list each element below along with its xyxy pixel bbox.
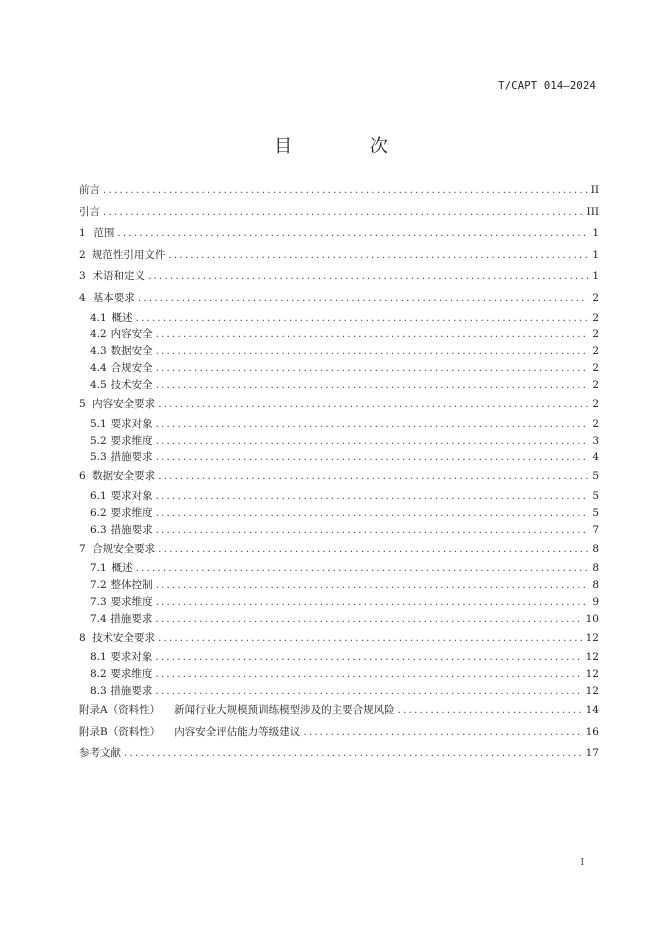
toc-entry[interactable]	[79, 594, 599, 611]
table-of-contents	[79, 180, 599, 765]
toc-leader-dots	[398, 700, 583, 722]
toc-entry-page: 5	[592, 506, 599, 519]
toc-entry-page: 7	[592, 523, 599, 536]
toc-entry-title: 合规安全	[110, 362, 153, 375]
toc-entry-title: 概述	[111, 562, 133, 575]
toc-entry-page: 2	[592, 345, 599, 358]
toc-entry-title: 数据安全	[110, 345, 153, 358]
toc-entry-page: 3	[592, 434, 599, 447]
toc-entry-title: 要求维度	[110, 434, 153, 447]
toc-entry-number: 6.1	[90, 489, 107, 502]
toc-entry-page: 2	[592, 379, 599, 392]
toc-entry-page: 12	[585, 685, 599, 698]
toc-leader-dots	[148, 266, 588, 288]
toc-entry[interactable]	[79, 611, 599, 628]
toc-leader-dots	[158, 394, 588, 416]
toc-entry-number: 8	[79, 631, 86, 644]
toc-entry-title: 要求维度	[110, 506, 153, 519]
toc-entry-number: 6.3	[90, 523, 107, 536]
toc-entry[interactable]	[79, 700, 599, 722]
toc-entry-title: 术语和定义	[92, 270, 145, 283]
toc-entry[interactable]	[79, 288, 599, 310]
toc-leader-dots	[158, 466, 588, 488]
toc-entry-number: 4.1	[90, 311, 107, 324]
toc-entry[interactable]	[79, 223, 599, 245]
standard-code: T/CAPT 014—2024	[498, 80, 596, 92]
toc-leader-dots	[124, 743, 583, 765]
toc-entry-page: 12	[585, 631, 599, 644]
toc-entry[interactable]	[79, 577, 599, 594]
toc-entry-page: 5	[592, 470, 599, 483]
toc-entry[interactable]	[79, 202, 599, 224]
toc-entry-number: 7.3	[90, 595, 107, 608]
toc-leader-dots	[103, 202, 584, 224]
toc-entry-title: 措施要求	[110, 451, 153, 464]
toc-entry-page: 4	[592, 451, 599, 464]
toc-entry[interactable]	[79, 343, 599, 360]
toc-entry-number: 7	[79, 542, 86, 555]
toc-leader-dots	[155, 649, 582, 666]
toc-entry[interactable]	[79, 722, 599, 744]
toc-entry-title: 数据安全要求	[92, 470, 156, 483]
toc-entry[interactable]	[79, 666, 599, 683]
toc-entry-number: 4.3	[90, 345, 107, 358]
toc-entry-page: 2	[592, 291, 599, 304]
toc-leader-dots	[156, 377, 588, 394]
toc-entry-number: 5.3	[90, 451, 107, 464]
toc-entry-title: 内容安全	[110, 328, 153, 341]
toc-entry-page: 1	[592, 227, 599, 240]
toc-entry[interactable]	[79, 505, 599, 522]
toc-leader-dots	[158, 628, 583, 650]
toc-entry-number: 5.2	[90, 434, 107, 447]
toc-entry-title: 要求维度	[110, 668, 153, 681]
toc-entry-title: 概述	[111, 311, 133, 324]
toc-entry-number: 附录B（资料性）	[79, 725, 161, 738]
toc-entry[interactable]	[79, 245, 599, 267]
toc-entry[interactable]	[79, 326, 599, 343]
toc-entry-page: 5	[592, 489, 599, 502]
toc-entry-title: 新闻行业大规模预训练模型涉及的主要合规风险	[174, 703, 395, 716]
toc-entry-page: 1	[592, 270, 599, 283]
toc-entry[interactable]	[79, 488, 599, 505]
toc-leader-dots	[156, 449, 588, 466]
toc-entry-number: 4.2	[90, 328, 107, 341]
toc-entry-title: 范围	[93, 227, 115, 240]
toc-entry-number: 6.2	[90, 506, 107, 519]
toc-entry-page: 9	[592, 595, 599, 608]
toc-entry-number: 8.3	[90, 685, 107, 698]
toc-leader-dots	[156, 522, 588, 539]
toc-entry-number: 5	[79, 398, 86, 411]
toc-entry-title: 合规安全要求	[92, 542, 156, 555]
toc-leader-dots	[156, 594, 588, 611]
toc-entry-page: 8	[592, 579, 599, 592]
toc-entry-number: 2	[79, 248, 86, 261]
toc-entry-page: 16	[585, 725, 599, 738]
toc-entry[interactable]	[79, 449, 599, 466]
toc-entry[interactable]	[79, 628, 599, 650]
toc-leader-dots	[138, 288, 588, 310]
toc-leader-dots	[117, 223, 588, 245]
toc-entry-title: 内容安全评估能力等级建议	[174, 725, 301, 738]
toc-entry-page: 2	[592, 328, 599, 341]
toc-leader-dots	[156, 416, 588, 433]
toc-entry[interactable]	[79, 522, 599, 539]
toc-entry-title: 措施要求	[110, 523, 153, 536]
page-number: I	[580, 858, 584, 868]
toc-entry-number: 8.1	[90, 651, 107, 664]
toc-entry-title: 引言	[79, 205, 100, 218]
toc-leader-dots	[156, 577, 588, 594]
toc-entry[interactable]	[79, 266, 599, 288]
toc-leader-dots	[136, 560, 588, 577]
toc-entry-title: 要求对象	[110, 489, 153, 502]
toc-leader-dots	[155, 611, 582, 628]
toc-entry[interactable]	[79, 560, 599, 577]
toc-entry-page: 2	[592, 362, 599, 375]
toc-leader-dots	[156, 488, 588, 505]
toc-entry-number: 7.4	[90, 612, 107, 625]
toc-entry-page: 2	[592, 398, 599, 411]
toc-entry-title: 规范性引用文件	[91, 248, 166, 261]
toc-entry-page: 1	[592, 248, 599, 261]
toc-entry-page: 2	[592, 417, 599, 430]
toc-leader-dots	[156, 360, 588, 377]
toc-leader-dots	[156, 326, 588, 343]
toc-leader-dots	[103, 180, 588, 202]
toc-entry-title: 要求维度	[110, 595, 153, 608]
toc-entry-number: 7.2	[90, 579, 107, 592]
toc-leader-dots	[156, 433, 588, 450]
toc-entry-title: 措施要求	[110, 612, 153, 625]
toc-entry[interactable]	[79, 683, 599, 700]
toc-entry-number: 4.4	[90, 362, 107, 375]
toc-entry[interactable]	[79, 466, 599, 488]
toc-entry-page: III	[586, 205, 599, 218]
toc-leader-dots	[168, 245, 588, 267]
toc-entry-title: 基本要求	[92, 291, 135, 304]
toc-entry[interactable]	[79, 310, 599, 327]
toc-entry-page: 12	[585, 668, 599, 681]
toc-leader-dots	[303, 722, 582, 744]
toc-entry-title: 整体控制	[110, 579, 153, 592]
toc-entry-page: 2	[592, 311, 599, 324]
toc-entry-page: 10	[585, 612, 599, 625]
toc-entry-title: 要求对象	[110, 417, 153, 430]
toc-entry-title: 技术安全	[110, 379, 153, 392]
toc-entry-number: 6	[79, 470, 86, 483]
toc-entry[interactable]	[79, 416, 599, 433]
toc-entry-number: 4	[79, 291, 86, 304]
toc-entry[interactable]	[79, 743, 599, 765]
toc-entry-title: 内容安全要求	[92, 398, 156, 411]
toc-entry-page: 14	[585, 703, 599, 716]
toc-entry-number: 4.5	[90, 379, 107, 392]
toc-entry-title: 措施要求	[110, 685, 153, 698]
toc-entry[interactable]	[79, 394, 599, 416]
toc-leader-dots	[155, 683, 582, 700]
toc-entry[interactable]	[79, 649, 599, 666]
toc-leader-dots	[156, 343, 588, 360]
toc-entry-number: 附录A（资料性）	[79, 703, 161, 716]
toc-entry[interactable]	[79, 360, 599, 377]
toc-entry[interactable]	[79, 539, 599, 561]
toc-entry-page: II	[590, 184, 599, 196]
toc-entry-page: 12	[585, 651, 599, 664]
toc-entry-number: 1	[79, 227, 86, 240]
toc-leader-dots	[158, 539, 588, 561]
toc-entry-number: 3	[79, 270, 86, 283]
toc-entry-title: 技术安全要求	[91, 631, 155, 644]
toc-entry-title: 参考文献	[79, 747, 121, 760]
toc-leader-dots	[156, 505, 588, 522]
toc-title: 目 次	[274, 136, 424, 157]
toc-entry[interactable]	[79, 377, 599, 394]
toc-entry-page: 17	[585, 747, 599, 760]
toc-leader-dots	[136, 310, 588, 327]
toc-entry-page: 8	[592, 562, 599, 575]
toc-entry-title: 前言	[79, 184, 100, 196]
toc-entry-number: 7.1	[90, 562, 107, 575]
toc-entry-title: 要求对象	[110, 651, 153, 664]
toc-entry-page: 8	[592, 542, 599, 555]
toc-entry[interactable]	[79, 433, 599, 450]
toc-leader-dots	[155, 666, 582, 683]
toc-entry-number: 8.2	[90, 668, 107, 681]
toc-entry[interactable]	[79, 180, 599, 202]
toc-entry-number: 5.1	[90, 417, 107, 430]
